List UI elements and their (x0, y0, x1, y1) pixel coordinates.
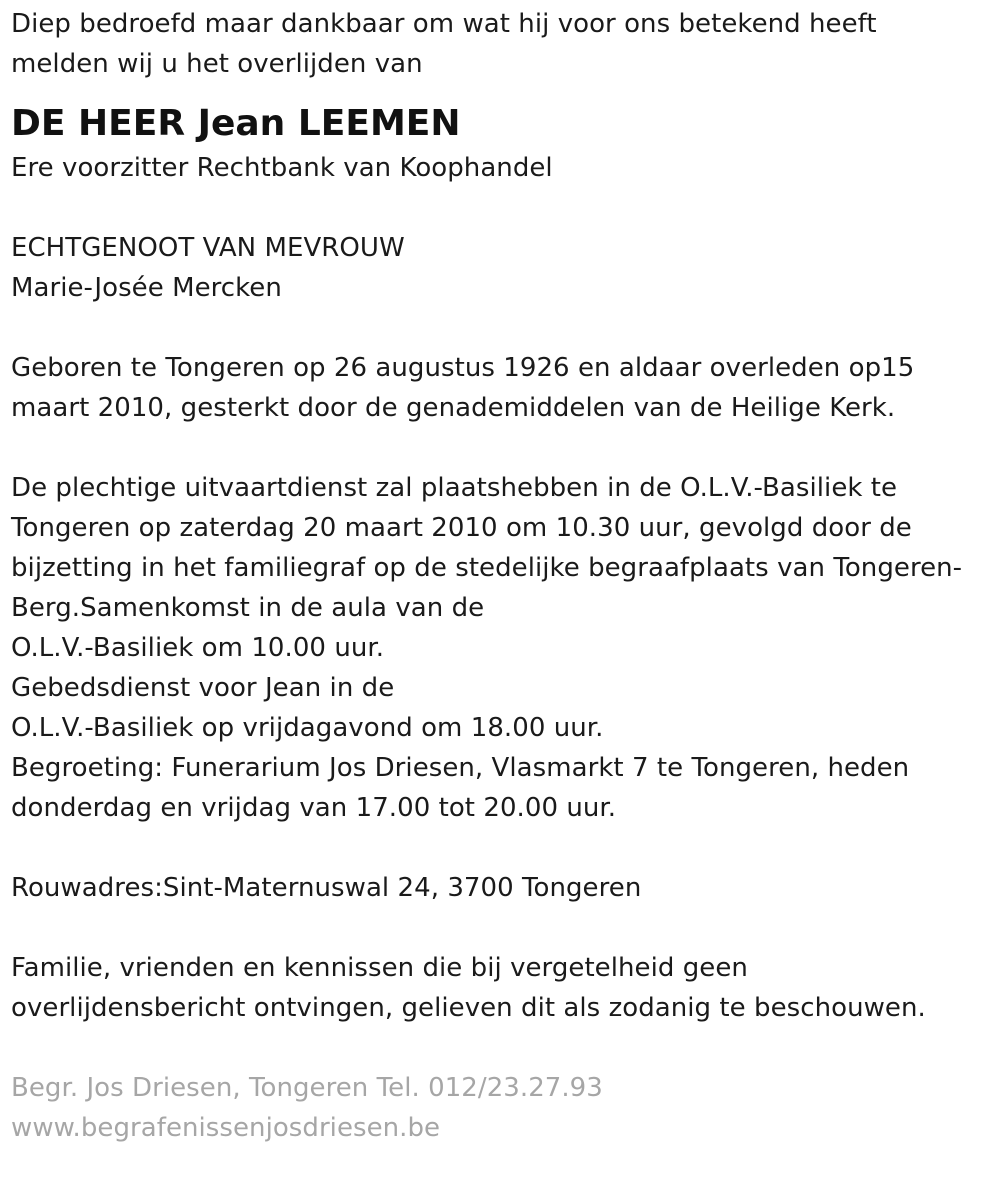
death-notice (11, 4, 996, 1148)
closing-line: Familie, vrienden en kennissen die bij vergetelheid geen (11, 953, 748, 983)
deceased-name: DE HEER Jean LEEMEN (11, 103, 461, 144)
undertaker-info: Begr. Jos Driesen, Tongeren Tel. 012/23.27.93 (11, 1073, 603, 1103)
spouse-section (11, 228, 996, 308)
spacer (11, 308, 996, 348)
intro-line: Diep bedroefd maar dankbaar om wat hij voor ons betekend heeft (11, 9, 877, 39)
funeral-line: Tongeren op zaterdag 20 maart 2010 om 10.30 uur, gevolgd door de (11, 513, 912, 543)
birth-death-line: maart 2010, gesterkt door de genademiddelen van de Heilige Kerk. (11, 393, 896, 423)
funeral-section (11, 468, 996, 828)
intro-line: melden wij u het overlijden van (11, 49, 423, 79)
spacer (11, 84, 996, 100)
footer (11, 1068, 996, 1148)
funeral-line: donderdag en vrijdag van 17.00 tot 20.00 uur. (11, 793, 617, 823)
mourning-address: Rouwadres:Sint-Maternuswal 24, 3700 Tongeren (11, 873, 642, 903)
spacer (11, 908, 996, 948)
funeral-line: Gebedsdienst voor Jean in de (11, 673, 395, 703)
spouse-name: Marie-Josée Mercken (11, 273, 282, 303)
deceased-section (11, 100, 996, 188)
spacer (11, 188, 996, 228)
intro-section (11, 4, 996, 84)
birth-death-line: Geboren te Tongeren op 26 augustus 1926 en aldaar overleden op15 (11, 353, 915, 383)
spacer (11, 428, 996, 468)
closing-line: overlijdensbericht ontvingen, gelieven dit als zodanig te beschouwen. (11, 993, 926, 1023)
funeral-line: O.L.V.-Basiliek op vrijdagavond om 18.00 uur. (11, 713, 604, 743)
spacer (11, 1028, 996, 1068)
funeral-line: O.L.V.-Basiliek om 10.00 uur. (11, 633, 385, 663)
birth-death-section (11, 348, 996, 428)
website-link[interactable]: www.begrafenissenjosdriesen.be (11, 1113, 441, 1143)
spacer (11, 828, 996, 868)
funeral-line: Berg.Samenkomst in de aula van de (11, 593, 485, 623)
address-section (11, 868, 996, 908)
spouse-heading: ECHTGENOOT VAN MEVROUW (11, 233, 405, 263)
funeral-line: Begroeting: Funerarium Jos Driesen, Vlasmarkt 7 te Tongeren, heden (11, 753, 910, 783)
deceased-title: Ere voorzitter Rechtbank van Koophandel (11, 153, 553, 183)
closing-section (11, 948, 996, 1028)
funeral-line: De plechtige uitvaartdienst zal plaatshebben in de O.L.V.-Basiliek te (11, 473, 898, 503)
funeral-line: bijzetting in het familiegraf op de stedelijke begraafplaats van Tongeren- (11, 553, 963, 583)
